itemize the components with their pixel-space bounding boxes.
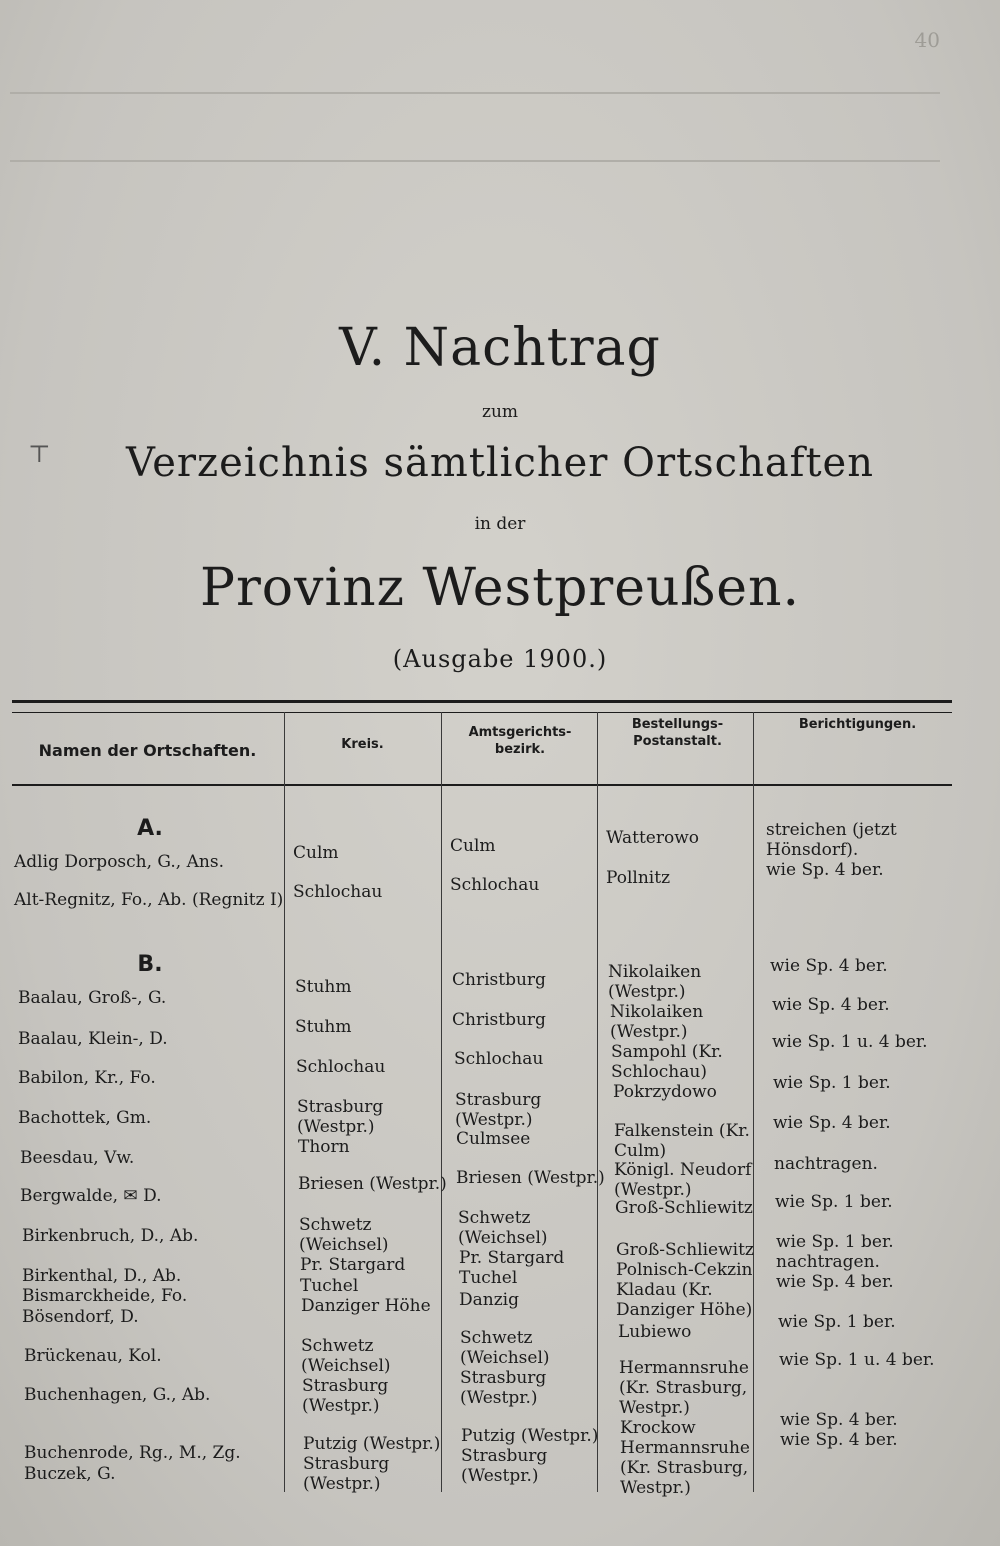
- column-divider: [284, 712, 285, 1492]
- kreis-cell: Schwetz (Weichsel): [299, 1215, 389, 1255]
- document-subtitle: Verzeichnis sämtlicher Ortschaften: [126, 440, 874, 486]
- place-name: Birkenbruch, D., Ab.: [22, 1226, 199, 1246]
- berichtigung-cell: wie Sp. 4 ber.: [776, 1272, 894, 1292]
- column-header-berichtigungen: Berichtigungen.: [798, 717, 917, 732]
- title-connector-in-der: in der: [474, 514, 526, 534]
- table-top-rule-thin: [12, 712, 952, 713]
- title-connector-zum: zum: [481, 402, 519, 422]
- bleed-through-rule: [10, 160, 940, 162]
- place-name: Baalau, Groß-, G.: [18, 988, 167, 1008]
- section-letter-b: B.: [137, 952, 163, 977]
- postanstalt-cell: Falkenstein (Kr. Culm): [614, 1121, 750, 1161]
- postanstalt-cell: Königl. Neudorf (Westpr.): [614, 1160, 752, 1200]
- document-title: V. Nachtrag: [339, 318, 661, 378]
- place-name: Bachottek, Gm.: [18, 1108, 152, 1128]
- kreis-cell: Strasburg (Westpr.): [297, 1097, 384, 1137]
- postanstalt-cell: Nikolaiken (Westpr.): [610, 1002, 704, 1042]
- kreis-cell: Strasburg (Westpr.): [303, 1454, 390, 1494]
- place-name: Bergwalde, ✉ D.: [20, 1186, 162, 1206]
- section-letter-a: A.: [137, 816, 163, 841]
- amtsgericht-cell: Culm: [450, 836, 496, 856]
- edition-label: (Ausgabe 1900.): [392, 645, 608, 673]
- kreis-cell: Thorn: [298, 1137, 350, 1157]
- postanstalt-cell: Sampohl (Kr. Schlochau): [611, 1042, 723, 1082]
- postanstalt-cell: Pollnitz: [606, 868, 671, 888]
- table-top-rule: [12, 700, 952, 703]
- kreis-cell: Putzig (Westpr.): [303, 1434, 441, 1454]
- berichtigung-cell: wie Sp. 1 ber.: [775, 1192, 893, 1212]
- amtsgericht-cell: Schwetz (Weichsel): [460, 1328, 550, 1368]
- postanstalt-cell: Groß-Schliewitz: [616, 1240, 754, 1260]
- amtsgericht-cell: Putzig (Westpr.): [461, 1426, 599, 1446]
- kreis-cell: Strasburg (Westpr.): [302, 1376, 389, 1416]
- berichtigung-cell: wie Sp. 4 ber.: [780, 1410, 898, 1430]
- postanstalt-cell: Polnisch-Cekzin: [616, 1260, 753, 1280]
- kreis-cell: Schwetz (Weichsel): [301, 1336, 391, 1376]
- library-stamp-mark: ⊤: [28, 440, 51, 468]
- table-header-rule: [12, 784, 952, 786]
- berichtigung-cell: wie Sp. 1 u. 4 ber.: [772, 1032, 928, 1052]
- kreis-cell: Tuchel: [300, 1276, 359, 1296]
- berichtigung-cell: nachtragen.: [776, 1252, 880, 1272]
- column-header-amtsgericht: Amtsgerichts-bezirk.: [468, 725, 572, 757]
- postanstalt-cell: Hermannsruhe (Kr. Strasburg, Westpr.): [619, 1358, 749, 1418]
- column-header-postanstalt: Bestellungs-Postanstalt.: [631, 717, 724, 749]
- berichtigung-cell: nachtragen.: [774, 1154, 878, 1174]
- page-number: 40: [914, 28, 940, 52]
- berichtigung-cell: wie Sp. 4 ber.: [770, 956, 888, 976]
- berichtigung-cell: wie Sp. 1 ber.: [778, 1312, 896, 1332]
- amtsgericht-cell: Strasburg (Westpr.): [461, 1446, 548, 1486]
- place-name: Beesdau, Vw.: [20, 1148, 135, 1168]
- postanstalt-cell: Hermannsruhe (Kr. Strasburg, Westpr.): [620, 1438, 750, 1498]
- amtsgericht-cell: Christburg: [452, 970, 546, 990]
- bleed-through-rule: [10, 92, 940, 94]
- berichtigung-cell: wie Sp. 4 ber.: [772, 995, 890, 1015]
- postanstalt-cell: Krockow: [620, 1418, 696, 1438]
- column-header-name: Namen der Ortschaften.: [38, 741, 257, 760]
- place-name: Buczek, G.: [24, 1464, 116, 1484]
- place-name: Bismarckheide, Fo.: [22, 1286, 188, 1306]
- amtsgericht-cell: Strasburg (Westpr.): [460, 1368, 547, 1408]
- amtsgericht-cell: Strasburg (Westpr.): [455, 1090, 542, 1130]
- amtsgericht-cell: Schlochau: [450, 875, 540, 895]
- postanstalt-cell: Pokrzydowo: [613, 1082, 717, 1102]
- place-name: Bösendorf, D.: [22, 1307, 139, 1327]
- amtsgericht-cell: Schwetz (Weichsel): [458, 1208, 548, 1248]
- amtsgericht-cell: Schlochau: [454, 1049, 544, 1069]
- kreis-cell: Stuhm: [295, 1017, 352, 1037]
- kreis-cell: Culm: [293, 843, 339, 863]
- berichtigung-cell: wie Sp. 1 u. 4 ber.: [779, 1350, 935, 1370]
- berichtigung-cell: wie Sp. 1 ber.: [773, 1073, 891, 1093]
- column-header-kreis: Kreis.: [341, 737, 384, 752]
- postanstalt-cell: Nikolaiken (Westpr.): [608, 962, 702, 1002]
- kreis-cell: Schlochau: [293, 882, 383, 902]
- kreis-cell: Stuhm: [295, 977, 352, 997]
- kreis-cell: Briesen (Westpr.): [298, 1174, 447, 1194]
- postanstalt-cell: Watterowo: [606, 828, 700, 848]
- place-name: Alt-Regnitz, Fo., Ab. (Regnitz I): [14, 890, 284, 910]
- amtsgericht-cell: Culmsee: [456, 1129, 531, 1149]
- postanstalt-cell: Lubiewo: [618, 1322, 692, 1342]
- province-heading: Provinz Westpreußen.: [199, 558, 801, 618]
- kreis-cell: Danziger Höhe: [301, 1296, 431, 1316]
- berichtigung-cell: wie Sp. 4 ber.: [766, 860, 884, 880]
- berichtigung-cell: wie Sp. 1 ber.: [776, 1232, 894, 1252]
- place-name: Babilon, Kr., Fo.: [18, 1068, 156, 1088]
- place-name: Birkenthal, D., Ab.: [22, 1266, 182, 1286]
- place-name: Buchenhagen, G., Ab.: [24, 1385, 211, 1405]
- amtsgericht-cell: Christburg: [452, 1010, 546, 1030]
- kreis-cell: Schlochau: [296, 1057, 386, 1077]
- amtsgericht-cell: Briesen (Westpr.): [456, 1168, 605, 1188]
- amtsgericht-cell: Pr. Stargard: [459, 1248, 565, 1268]
- place-name: Buchenrode, Rg., M., Zg.: [24, 1443, 241, 1463]
- place-name: Baalau, Klein-, D.: [18, 1029, 168, 1049]
- place-name: Adlig Dorposch, G., Ans.: [14, 852, 224, 872]
- amtsgericht-cell: Danzig: [459, 1290, 519, 1310]
- postanstalt-cell: Kladau (Kr. Danziger Höhe): [616, 1280, 753, 1320]
- berichtigung-cell: wie Sp. 4 ber.: [780, 1430, 898, 1450]
- kreis-cell: Pr. Stargard: [300, 1255, 406, 1275]
- place-name: Brückenau, Kol.: [24, 1346, 162, 1366]
- berichtigung-cell: streichen (jetzt Hönsdorf).: [766, 820, 897, 860]
- amtsgericht-cell: Tuchel: [459, 1268, 518, 1288]
- postanstalt-cell: Groß-Schliewitz: [615, 1198, 753, 1218]
- berichtigung-cell: wie Sp. 4 ber.: [773, 1113, 891, 1133]
